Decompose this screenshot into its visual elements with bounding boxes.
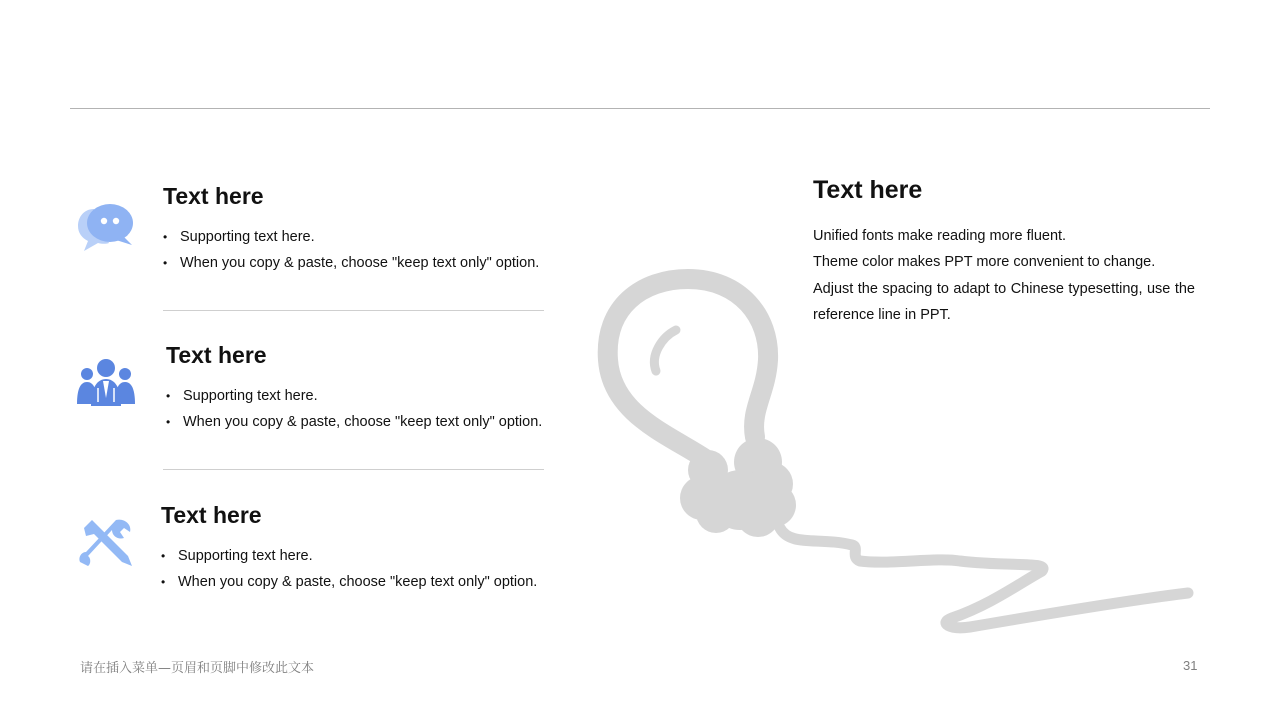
item-1-bullet-1: • Supporting text here. [163, 224, 539, 250]
page-number: 31 [1183, 658, 1198, 673]
item-1-bullets [163, 224, 539, 276]
right-panel-heading: Text here [813, 176, 923, 204]
right-panel-line-1: Unified fonts make reading more fluent. [813, 228, 1067, 244]
item-2-bullet-2: • When you copy & paste, choose "keep text only" option. [166, 409, 542, 435]
item-3-bullet-1: • Supporting text here. [161, 543, 537, 569]
item-2-bullet-1: • Supporting text here. [166, 383, 542, 409]
item-3-bullet-2: • When you copy & paste, choose "keep text only" option. [161, 569, 537, 595]
right-panel-paragraph [813, 223, 1195, 328]
speech-bubbles-icon [76, 199, 136, 259]
item-1-heading: Text here [163, 183, 264, 209]
item-divider-2 [163, 469, 544, 470]
item-divider-1 [163, 310, 544, 311]
item-1-bullet-2: • When you copy & paste, choose "keep text only" option. [163, 250, 539, 276]
team-people-icon [76, 354, 136, 414]
tools-icon [76, 516, 136, 576]
item-2-heading: Text here [166, 342, 267, 368]
right-panel-line-4: reference line in PPT. [813, 306, 951, 323]
header-rule [70, 108, 1210, 109]
footer-text: 请在插入菜单—页眉和页脚中修改此文本 [80, 661, 315, 676]
item-3-heading: Text here [161, 502, 262, 528]
item-2-bullets [166, 383, 542, 435]
item-3-bullets [161, 543, 537, 595]
right-panel-line-3: Adjust the spacing to adapt to Chinese typesetting, use the [813, 280, 1195, 297]
right-panel-line-2: Theme color makes PPT more convenient to change. [813, 254, 1156, 271]
